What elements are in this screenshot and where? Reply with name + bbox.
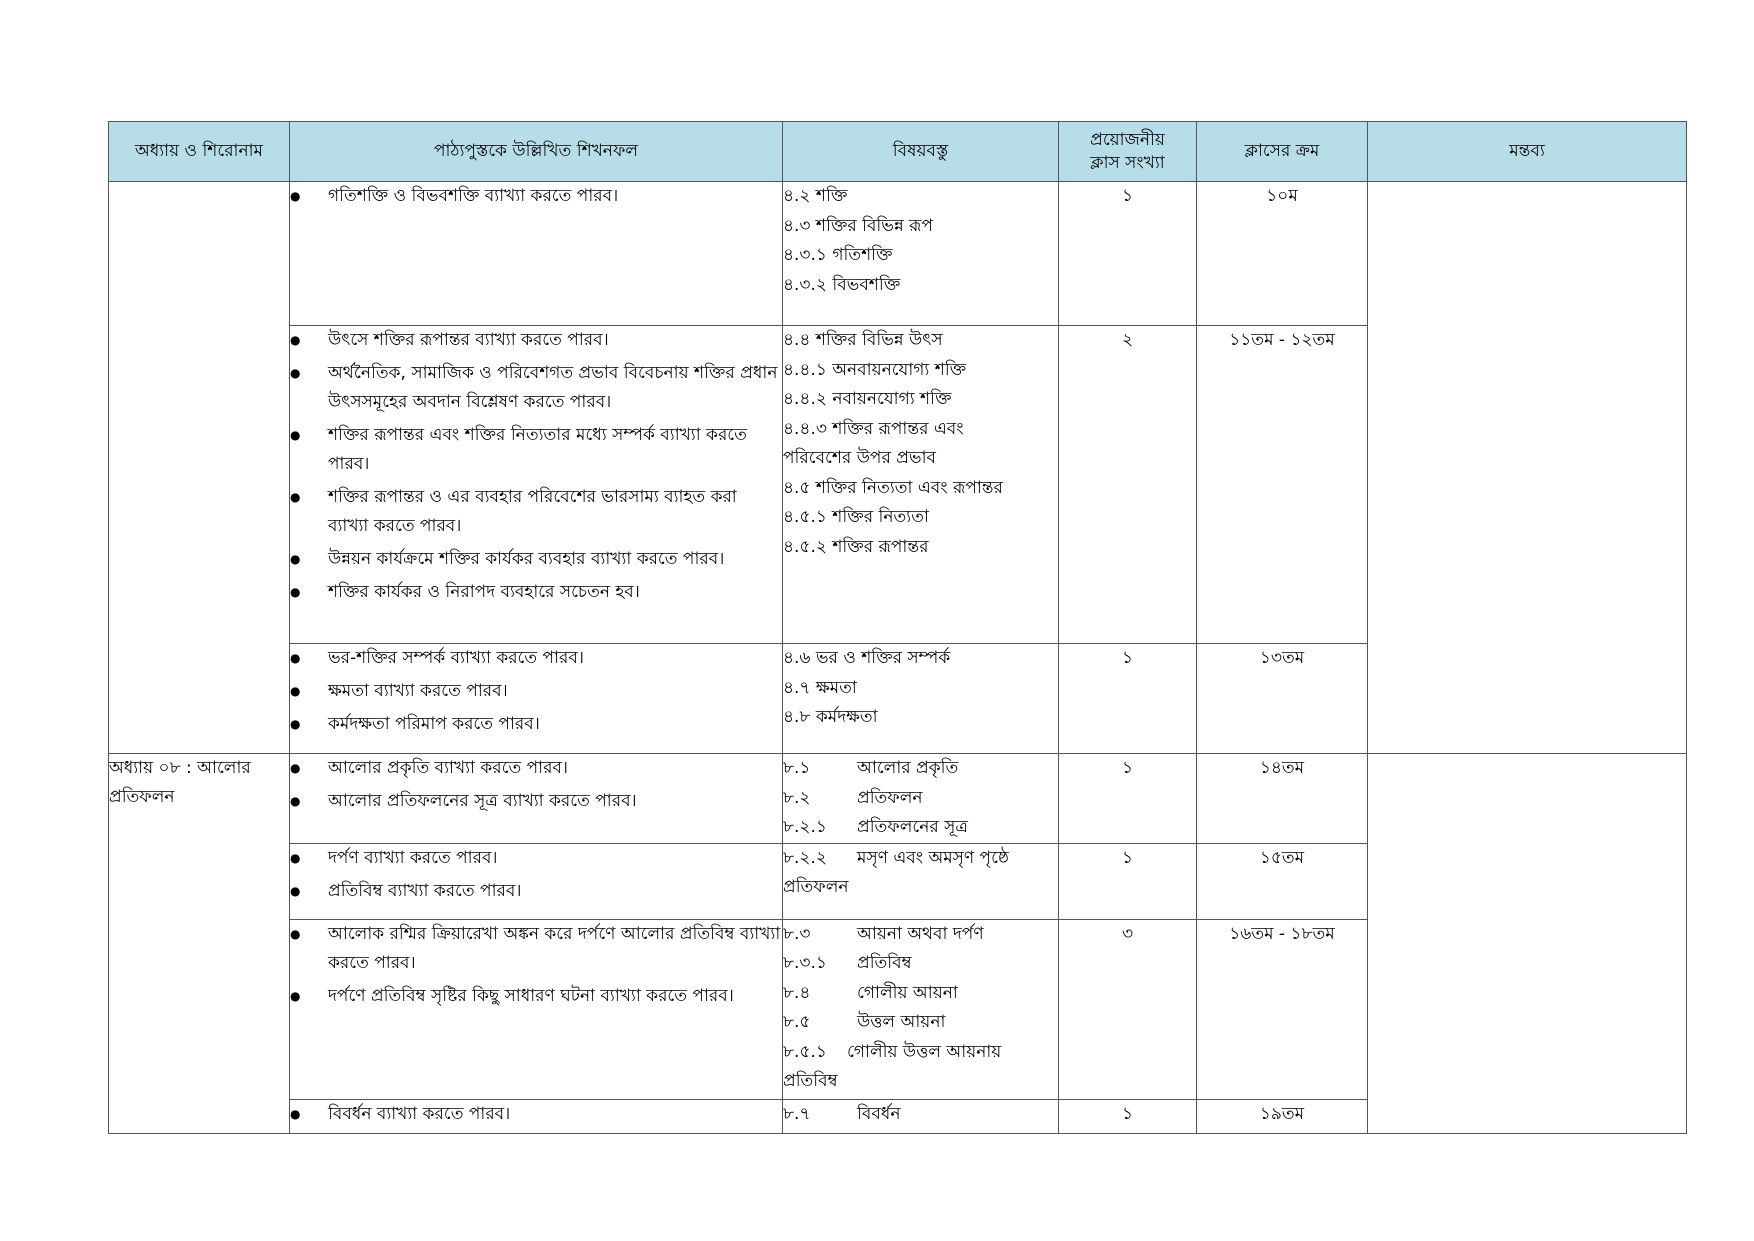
outcome-item: ● অর্থনৈতিক, সামাজিক ও পরিবেশগত প্রভাব বিবেচনায় শক্তির প্রধান উৎসসমূহের অবদান বিশ্লেষণ করতে পারব।: [290, 359, 782, 417]
section-number: ৮.৩.১: [783, 953, 827, 973]
section-title: গোলীয় উত্তল আয়নায়: [847, 1041, 1002, 1062]
section-number: ৮.১: [783, 758, 811, 778]
outcome-item: ● দর্পণে প্রতিবিম্ব সৃষ্টির কিছু সাধারণ ঘটনা ব্যাখ্যা করতে পারব।: [290, 982, 782, 1011]
class-order-cell: ১০ম: [1197, 182, 1368, 326]
outcomes-cell: [290, 843, 783, 919]
table-header-row: [109, 122, 1687, 182]
class-count-cell: ১: [1059, 182, 1197, 326]
section-number: ৮.৪: [783, 982, 811, 1003]
lesson-plan-table: [108, 121, 1687, 1134]
class-count-cell: ১: [1059, 843, 1197, 919]
content-line: প্রতিফলন: [783, 877, 849, 897]
outcome-item: ● উৎসে শক্তির রূপান্তর ব্যাখ্যা করতে পারব।: [290, 326, 782, 355]
content-line: [783, 920, 1058, 950]
outcome-item: ● ভর-শক্তির সম্পর্ক ব্যাখ্যা করতে পারব।: [290, 644, 782, 673]
outcomes-cell: [290, 326, 783, 644]
class-order-cell: ১১তম - ১২তম: [1197, 326, 1368, 644]
content-line: [783, 979, 1058, 1009]
section-title: গোলীয় আয়না: [857, 982, 958, 1003]
header-class-count-line2: ক্লাস সংখ্যা: [1090, 152, 1165, 173]
header-class-count-line1: প্রয়োজনীয়: [1090, 129, 1165, 150]
content-cell: [783, 843, 1059, 919]
class-order-cell: ১৫তম: [1197, 843, 1368, 919]
content-line: [783, 844, 1058, 874]
content-line: ৪.৬ ভর ও শক্তির সম্পর্ক: [783, 648, 951, 668]
content-cell: [783, 919, 1059, 1099]
content-line: ৪.৮ কর্মদক্ষতা: [783, 707, 878, 727]
content-line: ৪.৪.১ অনবায়নযোগ্য শক্তি: [783, 359, 967, 380]
chapter-title-line1: অধ্যায় ০৮ : আলোর: [109, 758, 251, 778]
outcome-item: ● কর্মদক্ষতা পরিমাপ করতে পারব।: [290, 710, 782, 739]
content-line: [783, 1100, 1058, 1130]
class-count-cell: ১: [1059, 754, 1197, 844]
content-cell: [783, 754, 1059, 844]
content-line: ৪.২ শক্তি: [783, 186, 848, 206]
outcomes-cell: [290, 1099, 783, 1133]
chapter-cell: [109, 182, 290, 754]
section-title: আলোর প্রকৃতি: [857, 758, 959, 778]
table-row: [109, 182, 1687, 326]
chapter-cell: [109, 754, 290, 1134]
outcome-item: ● উন্নয়ন কার্যক্রমে শক্তির কার্যকর ব্যবহার ব্যাখ্যা করতে পারব।: [290, 545, 782, 574]
content-line: ৪.৭ ক্ষমতা: [783, 677, 857, 698]
content-line: পরিবেশের উপর প্রভাব: [783, 448, 936, 468]
content-line: [783, 813, 1058, 843]
remarks-cell: [1368, 754, 1687, 1134]
class-order-cell: ১৯তম: [1197, 1099, 1368, 1133]
section-number: ৮.৩: [783, 923, 811, 944]
content-line: প্রতিবিম্ব: [783, 1071, 838, 1091]
header-learning-outcomes: পাঠ্যপুস্তকে উল্লিখিত শিখনফল: [290, 122, 783, 182]
section-number: ৮.২: [783, 787, 811, 808]
outcomes-cell: [290, 919, 783, 1099]
header-chapter-title: অধ্যায় ও শিরোনাম: [109, 122, 290, 182]
section-number: ৮.৫.১: [783, 1041, 827, 1062]
outcomes-cell: [290, 644, 783, 754]
remarks-cell: [1368, 182, 1687, 754]
content-cell: [783, 1099, 1059, 1133]
content-cell: [783, 326, 1059, 644]
content-line: ৪.৩ শক্তির বিভিন্ন রূপ: [783, 215, 933, 236]
outcome-item: ● দর্পণ ব্যাখ্যা করতে পারব।: [290, 844, 782, 873]
content-line: ৪.৪ শক্তির বিভিন্ন উৎস: [783, 330, 943, 350]
section-title: প্রতিফলনের সূত্র: [857, 817, 968, 837]
table-row: [109, 754, 1687, 844]
content-line: ৪.৫.১ শক্তির নিত্যতা: [783, 507, 929, 527]
content-line: ৪.৪.৩ শক্তির রূপান্তর এবং: [783, 418, 964, 439]
content-line: [783, 949, 1058, 979]
section-title: বিবর্ধন: [857, 1103, 901, 1124]
outcome-item: ● গতিশক্তি ও বিভবশক্তি ব্যাখ্যা করতে পারব।: [290, 182, 782, 211]
content-line: [783, 754, 1058, 784]
section-number: ৮.২.১: [783, 817, 827, 837]
header-content: বিষয়বস্তু: [783, 122, 1059, 182]
section-number: ৮.৭: [783, 1103, 811, 1124]
class-order-cell: ১৬তম - ১৮তম: [1197, 919, 1368, 1099]
outcome-item: ● প্রতিবিম্ব ব্যাখ্যা করতে পারব।: [290, 877, 782, 906]
section-number: ৮.২.২: [783, 847, 827, 868]
outcome-item: ● আলোর প্রতিফলনের সূত্র ব্যাখ্যা করতে পারব।: [290, 787, 782, 816]
section-title: আয়না অথবা দর্পণ: [857, 923, 984, 944]
content-cell: [783, 644, 1059, 754]
content-line: ৪.৫.২ শক্তির রূপান্তর: [783, 536, 929, 557]
content-line: [783, 1038, 1058, 1068]
header-class-order: ক্লাসের ক্রম: [1197, 122, 1368, 182]
section-title: মসৃণ এবং অমসৃণ পৃষ্ঠে: [857, 847, 1009, 868]
outcome-item: ● ক্ষমতা ব্যাখ্যা করতে পারব।: [290, 677, 782, 706]
header-remarks: মন্তব্য: [1368, 122, 1687, 182]
chapter-title-line2: প্রতিফলন: [109, 787, 175, 807]
class-count-cell: ৩: [1059, 919, 1197, 1099]
class-count-cell: ১: [1059, 644, 1197, 754]
outcome-item: ● শক্তির রূপান্তর এবং শক্তির নিত্যতার মধ্যে সম্পর্ক ব্যাখ্যা করতে পারব।: [290, 421, 782, 479]
outcomes-cell: [290, 754, 783, 844]
header-class-count: [1059, 122, 1197, 182]
outcome-item: ● শক্তির রূপান্তর ও এর ব্যবহার পরিবেশের ভারসাম্য ব্যাহত করা ব্যাখ্যা করতে পারব।: [290, 483, 782, 541]
class-count-cell: ২: [1059, 326, 1197, 644]
content-line: ৪.৪.২ নবায়নযোগ্য শক্তি: [783, 389, 952, 409]
content-line: ৪.৫ শক্তির নিত্যতা এবং রূপান্তর: [783, 477, 1003, 498]
section-number: ৮.৫: [783, 1012, 811, 1032]
outcome-item: ● শক্তির কার্যকর ও নিরাপদ ব্যবহারে সচেতন হব।: [290, 578, 782, 607]
section-title: উত্তল আয়না: [857, 1012, 946, 1032]
content-cell: [783, 182, 1059, 326]
outcome-item: ● বিবর্ধন ব্যাখ্যা করতে পারব।: [290, 1100, 782, 1129]
outcome-item: ● আলোক রশ্মির ক্রিয়ারেখা অঙ্কন করে দর্পণে আলোর প্রতিবিম্ব ব্যাখ্যা করতে পারব।: [290, 920, 782, 978]
outcomes-cell: [290, 182, 783, 326]
content-line: [783, 1008, 1058, 1038]
section-title: প্রতিবিম্ব: [857, 953, 912, 973]
section-title: প্রতিফলন: [857, 787, 923, 808]
content-line: ৪.৩.১ গতিশক্তি: [783, 245, 893, 265]
content-line: [783, 784, 1058, 814]
outcome-item: ● আলোর প্রকৃতি ব্যাখ্যা করতে পারব।: [290, 754, 782, 783]
class-order-cell: ১৪তম: [1197, 754, 1368, 844]
class-count-cell: ১: [1059, 1099, 1197, 1133]
content-line: ৪.৩.২ বিভবশক্তি: [783, 274, 901, 295]
class-order-cell: ১৩তম: [1197, 644, 1368, 754]
